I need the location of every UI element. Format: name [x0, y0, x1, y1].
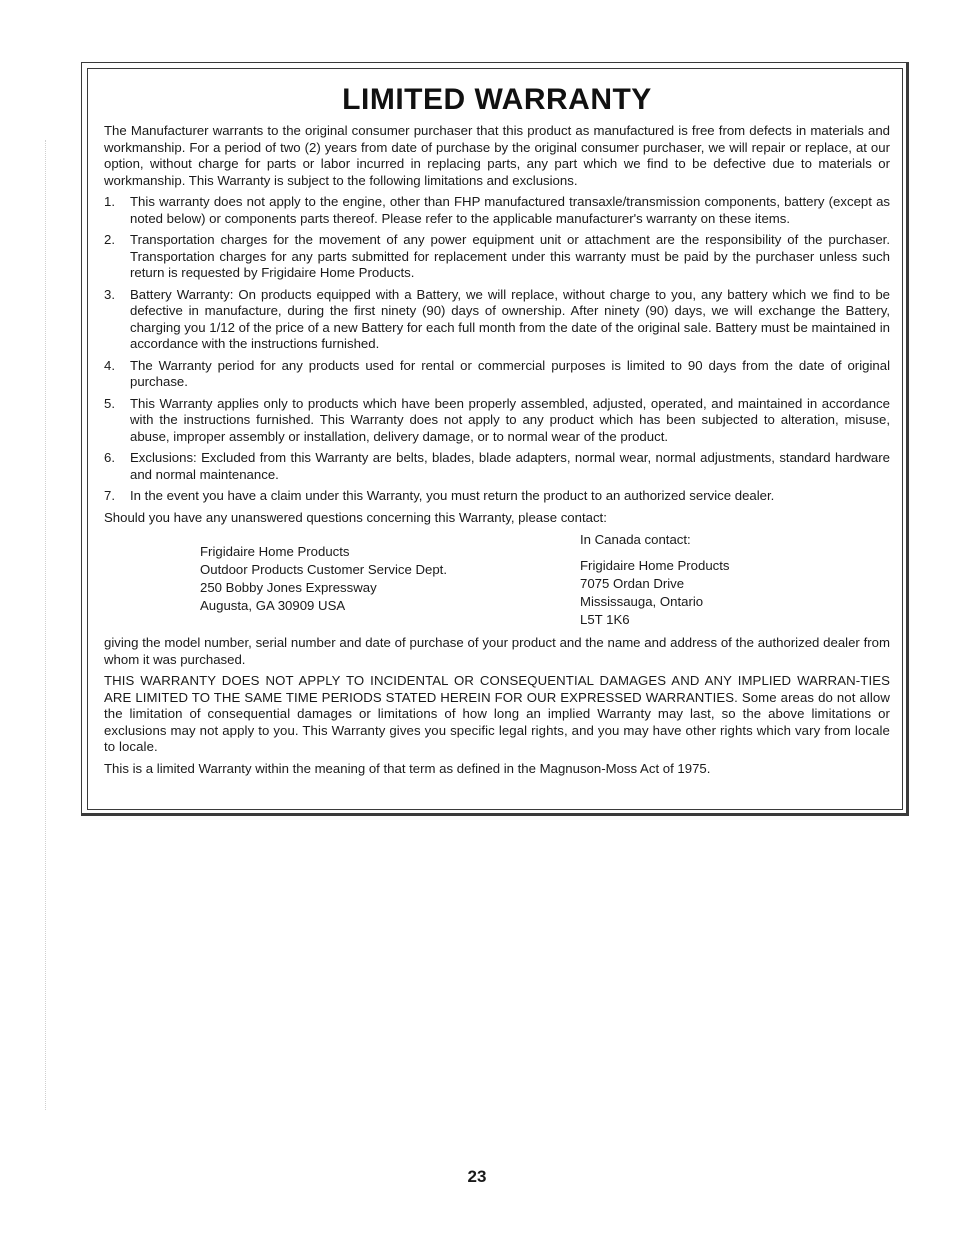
us-address-line: 250 Bobby Jones Expressway	[200, 580, 377, 595]
us-address-line: Outdoor Products Customer Service Dept.	[200, 562, 448, 577]
canada-address-line: 7075 Ordan Drive	[580, 576, 685, 591]
item-text: In the event you have a claim under this Warranty, you must return the product to an authorized service dealer.	[130, 488, 775, 503]
giving-paragraph: giving the model number, serial number and date of purchase of your product and the name and address of the authorized dealer from whom it was purchased.	[104, 635, 890, 667]
item-text: Transportation charges for the movement of any power equipment unit or attachment are the responsibility of the purchaser. Transportation charges for any parts submitted for replacement under this warranty must be paid by the purchaser unless such return is requested by Frigidaire Home Products.	[130, 232, 890, 280]
list-item	[104, 396, 890, 446]
list-item	[104, 488, 890, 505]
us-address-line: Frigidaire Home Products	[200, 544, 350, 559]
item-number: 3.	[104, 286, 115, 302]
us-address	[200, 543, 447, 615]
list-item	[104, 287, 890, 353]
item-number: 2.	[104, 232, 115, 247]
warranty-content	[104, 82, 890, 782]
item-text: This warranty does not apply to the engine, other than FHP manufactured transaxle/transmission components, battery (except as noted below) or components parts thereof. Please refer to the applicable manufacturer's warranty on these items.	[130, 194, 890, 226]
canada-address-line: Frigidaire Home Products	[580, 558, 730, 573]
item-number: 1.	[104, 194, 115, 209]
canada-address	[580, 531, 730, 629]
list-item	[104, 358, 890, 391]
limitations-list	[104, 194, 890, 505]
disclaimer-paragraph: THIS WARRANTY DOES NOT APPLY TO INCIDENTAL OR CONSEQUENTIAL DAMAGES AND ANY IMPLIED WARRAN-TIES ARE LIMITED TO THE SAME TIME PERIODS STATED HEREIN FOR OUR EXPRESSED WARRANTIES. Some areas do not allow the limitation of consequential damages or limitations of how long an implied Warranty may last, so the above limitations or exclusions may not apply to you. This Warranty gives you specific legal rights, and you may have other rights which vary from locale to locale.	[104, 673, 890, 754]
list-item	[104, 194, 890, 227]
page-title: LIMITED WARRANTY	[342, 83, 652, 116]
scan-margin-marks	[45, 140, 47, 1110]
page-number: 23	[467, 1167, 487, 1186]
item-text: The Warranty period for any products used for rental or commercial purposes is limited to 90 days from the date of original purchase.	[130, 357, 890, 389]
closing-paragraph: This is a limited Warranty within the meaning of that term as defined in the Magnuson-Moss Act of 1975.	[104, 760, 711, 776]
item-number: 7.	[104, 488, 115, 503]
list-item	[104, 232, 890, 282]
intro-paragraph: The Manufacturer warrants to the original consumer purchaser that this product as manufactured is free from defects in materials and workmanship. For a period of two (2) years from date of purchase by the original consumer purchaser, we will repair or replace, at our option, without charge for parts or labor incurred in replacing parts, any part which we find to be defective due to materials or workmanship. This Warranty is subject to the following limitations and exclusions.	[104, 123, 890, 188]
canada-address-line: L5T 1K6	[580, 612, 630, 627]
canada-address-line: Mississauga, Ontario	[580, 594, 704, 609]
list-item	[104, 450, 890, 483]
item-text: Battery Warranty: On products equipped with a Battery, we will replace, without charge to you, any battery which we find to be defective in manufacture, during the first ninety (90) days of ownership. After ninety (90) days, we will exchange the Battery, charging you 1/12 of the price of a new Battery for each full month from the date of the original sale. Battery must be maintained in accordance with the instructions furnished.	[130, 286, 890, 351]
item-number: 5.	[104, 395, 115, 411]
item-number: 6.	[104, 450, 115, 465]
item-text: This Warranty applies only to products which have been properly assembled, adjusted, operated, and maintained in accordance with the instructions furnished. This Warranty does not apply to any product which has been subjected to alteration, misuse, abuse, improper assembly or installation, delivery damage, or to normal wear of the product.	[130, 395, 890, 444]
canada-contact-label: In Canada contact:	[580, 532, 691, 547]
us-address-line: Augusta, GA 30909 USA	[200, 598, 346, 613]
item-number: 4.	[104, 357, 115, 373]
item-text: Exclusions: Excluded from this Warranty are belts, blades, blade adapters, normal wear, normal adjustments, standard hardware and normal maintenance.	[130, 450, 890, 482]
questions-paragraph: Should you have any unanswered questions concerning this Warranty, please contact:	[104, 509, 607, 525]
contact-addresses	[104, 531, 890, 631]
